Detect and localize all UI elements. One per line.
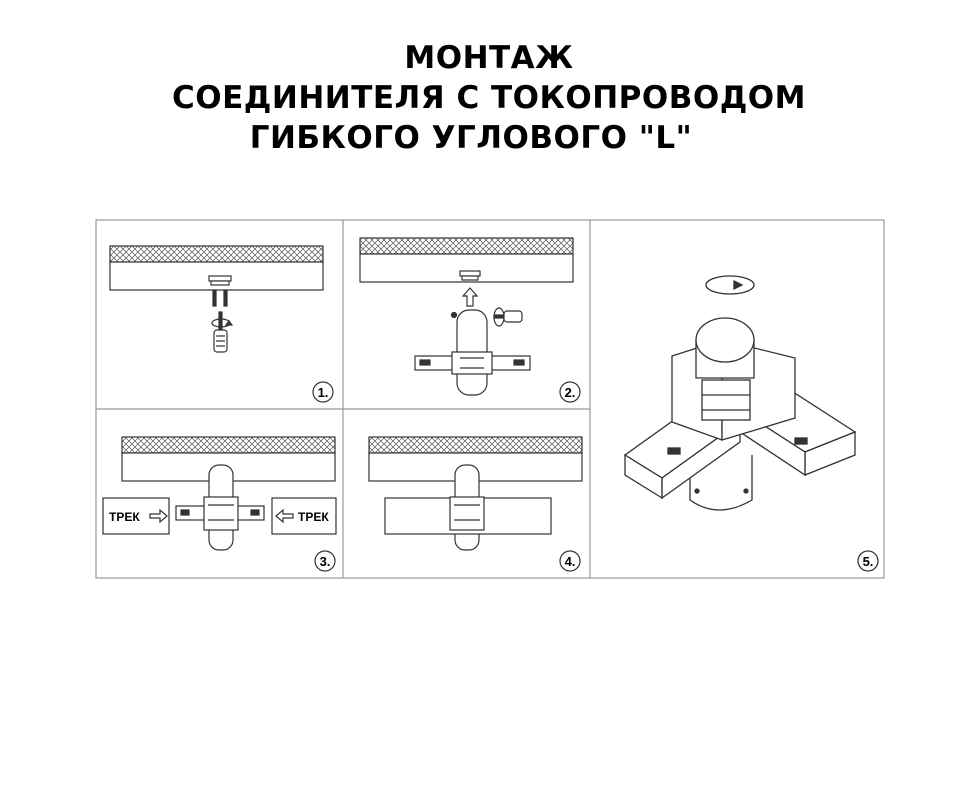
step-3-label: 3. [319, 554, 331, 569]
screw-right [224, 290, 227, 306]
ceiling-hatch [110, 246, 323, 262]
ceiling-hatch [369, 437, 582, 453]
rotation-arrowhead [734, 281, 742, 289]
ceiling-hatch [122, 437, 335, 453]
screwdriver-shaft [219, 312, 222, 330]
screwdriver-shaft [494, 315, 504, 318]
mounting-plate-base [462, 276, 478, 280]
track-left-label: ТРЕК [109, 510, 140, 524]
mounting-plate [460, 271, 480, 276]
step-1-label: 1. [317, 385, 329, 400]
up-arrow [463, 288, 477, 306]
arm-contact-left [181, 510, 189, 515]
left-arm-contact [668, 448, 680, 454]
mounting-plate-base [211, 281, 229, 285]
rotation-arrowhead [226, 321, 232, 325]
ceiling-hatch [360, 238, 573, 254]
screwdriver-handle [504, 311, 522, 322]
cylinder-cap [696, 318, 754, 362]
connector-hub [452, 352, 492, 374]
arm-contact-right [514, 360, 524, 365]
connector-hub [450, 497, 484, 530]
cylinder-screw-2 [744, 489, 748, 493]
step-4-label: 4. [564, 554, 576, 569]
screw-dot [452, 313, 457, 318]
rotation-arrow [706, 276, 754, 294]
screw-left [213, 290, 216, 306]
title-line-3: ГИБКОГО УГЛОВОГО "L" [249, 120, 693, 156]
arm-contact-right [251, 510, 259, 515]
step-2-label: 2. [564, 385, 576, 400]
body-center-band [702, 380, 750, 420]
step-1-panel [110, 246, 333, 402]
track-right-label: ТРЕК [298, 510, 329, 524]
title-line-1: МОНТАЖ [404, 40, 574, 76]
step-5-label: 5. [862, 554, 874, 569]
right-arm-contact [795, 438, 807, 444]
cylinder-screw-1 [695, 489, 699, 493]
connector-hub [204, 497, 238, 530]
step-5-panel [625, 276, 878, 571]
step-4-panel [369, 437, 582, 571]
title-line-2: СОЕДИНИТЕЛЯ С ТОКОПРОВОДОМ [172, 80, 806, 116]
step-2-panel [360, 238, 580, 402]
step-3-panel [103, 437, 336, 571]
arm-contact-left [420, 360, 430, 365]
mounting-plate [209, 276, 231, 281]
